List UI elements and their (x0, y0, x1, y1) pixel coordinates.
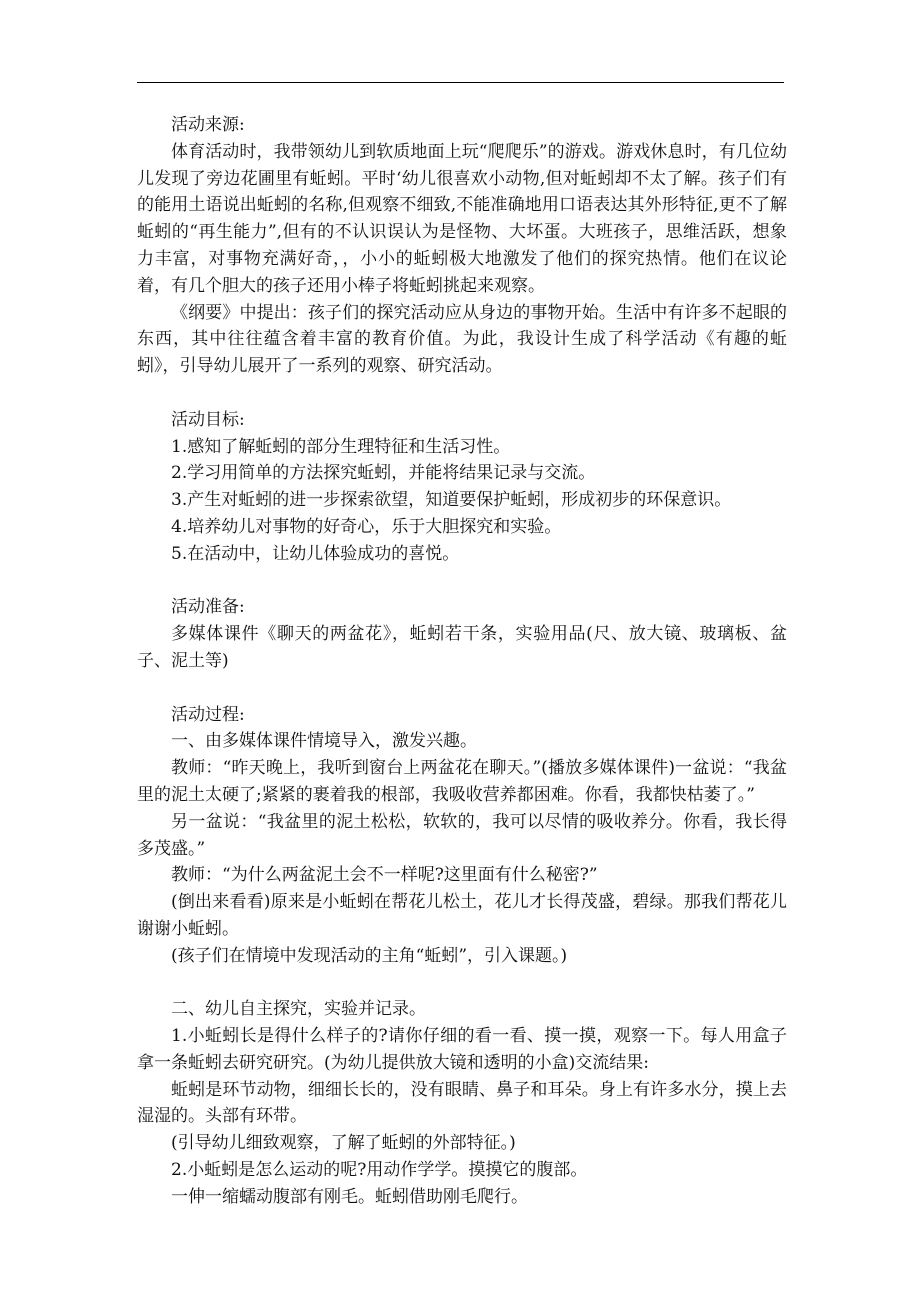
goal-item: 5.在活动中，让幼儿体验成功的喜悦。 (171, 543, 460, 564)
paragraph: 1.小蚯蚓长是得什么样子的?请你仔细的看一看、摸一摸，观察一下。每人用盒子拿一条蚯蚓去研究研究。(为幼儿提供放大镜和透明的小盒)交流结果: (137, 1026, 787, 1073)
paragraph: (倒出来看看)原来是小蚯蚓在帮花儿松土，花儿才长得茂盛，碧绿。那我们帮花儿谢谢小蚯蚓。 (137, 892, 787, 939)
paragraph: 多媒体课件《聊天的两盆花》，蚯蚓若干条，实验用品(尺、放大镜、玻璃板、盆子、泥土等) (137, 624, 787, 671)
paragraph: 一、由多媒体课件情境导入，激发兴趣。 (171, 731, 477, 752)
header-rule (137, 82, 784, 83)
blank-line (137, 675, 787, 702)
goal-item: 1.感知了解蚯蚓的部分生理特征和生活习性。 (171, 436, 511, 457)
paragraph: 蚯蚓是环节动物，细细长长的，没有眼睛、鼻子和耳朵。身上有许多水分，摸上去湿湿的。头部有环带。 (137, 1079, 787, 1127)
blank-line (137, 380, 787, 407)
blank-line (137, 568, 787, 595)
paragraph: 二、幼儿自主探究，实验并记录。 (171, 999, 426, 1020)
paragraph: 另一盆说：“我盆里的泥土松松，软软的，我可以尽情的吸收养分。你看，我长得多茂盛。” (137, 811, 787, 859)
section-heading-source: 活动来源: (171, 115, 245, 135)
goal-item: 2.学习用简单的方法探究蚯蚓，并能将结果记录与交流。 (171, 463, 596, 484)
paragraph: 2.小蚯蚓是怎么运动的呢?用动作学学。摸摸它的腹部。 (171, 1160, 588, 1181)
blank-line (137, 970, 787, 997)
goal-item: 4.培养幼儿对事物的好奇心，乐于大胆探究和实验。 (171, 516, 562, 537)
section-heading-preparation: 活动准备: (171, 597, 245, 618)
paragraph: 《纲要》中提出：孩子们的探究活动应从身边的事物开始。生活中有许多不起眼的东西，其中往往蕴含着丰富的教育价值。为此，我设计生成了科学活动《有趣的蚯蚓》，引导幼儿展开了一系列的观察、研究活动。 (137, 302, 787, 377)
paragraph: 一伸一缩蠕动腹部有刚毛。蚯蚓借助刚毛爬行。 (171, 1186, 528, 1207)
paragraph: 体育活动时，我带领幼儿到软质地面上玩“爬爬乐”的游戏。游戏休息时，有几位幼儿发现了旁边花圃里有蚯蚓。平时‘幼儿很喜欢小动物,但对蚯蚓却不太了解。孩子们有的能用土语说出蚯蚓的名称,但观察不细致,不能准确地用口语表达其外形特征,更不了解蚯蚓的“再生能力”,但有的不认识误认为是怪物、大坏蛋。大班孩子，思维活跃，想象力丰富，对事物充满好奇，，小小的蚯蚓极大地激发了他们的探究热情。他们在议论着，有几个胆大的孩子还用小棒子将蚯蚓挑起来观察。 (137, 141, 787, 296)
section-heading-goals: 活动目标: (171, 409, 245, 430)
section-heading-process: 活动过程: (171, 704, 245, 725)
paragraph: 教师：“昨天晚上，我听到窗台上两盆花在聊天。”(播放多媒体课件)一盆说：“我盆里的泥土太硬了;紧紧的裹着我的根部，我吸收营养都困难。你看，我都快枯萎了。” (137, 758, 787, 805)
paragraph: (引导幼儿细致观察，了解了蚯蚓的外部特征。) (171, 1133, 516, 1154)
goal-item: 3.产生对蚯蚓的进一步探索欲望，知道要保护蚯蚓，形成初步的环保意识。 (171, 490, 732, 511)
paragraph: 教师：“为什么两盆泥土会不一样呢?这里面有什么秘密?” (171, 865, 598, 886)
document-body (137, 112, 787, 1211)
paragraph: (孩子们在情境中发现活动的主角“蚯蚓”，引入课题。) (171, 945, 568, 966)
